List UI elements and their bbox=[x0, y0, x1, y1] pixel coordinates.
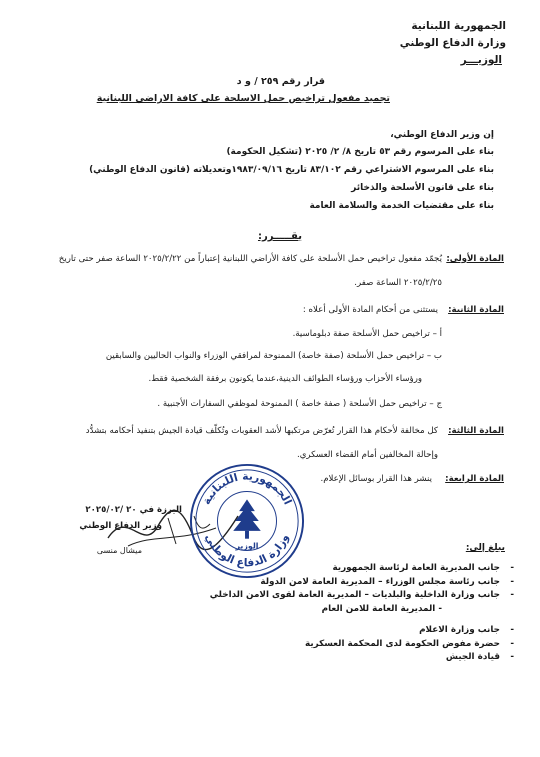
article-4-text: ينشر هذا القرار بوسائل الإعلام. bbox=[320, 474, 432, 484]
header-office: الوزيـــر bbox=[460, 54, 502, 66]
preamble-item: بناء على المرسوم الاشتراعي رقم ٨٣/١٠٢ تاريخ ١٩٨٣/٠٩/١٦وتعديلاته (قانون الدفاع الوطني) bbox=[89, 165, 494, 175]
article-1-label: المادة الأولى: bbox=[446, 254, 504, 264]
list-item: - جانب وزارة الاعلام bbox=[419, 625, 514, 635]
header-ministry: وزارة الدفاع الوطني bbox=[399, 37, 506, 49]
signature-name: ميشال منسى bbox=[96, 546, 142, 555]
article-3-label: المادة الثالثة: bbox=[448, 426, 504, 436]
list-item: - جانب المديرية العامة لرئاسة الجمهورية bbox=[332, 563, 514, 573]
decision-number: قرار رقم ٢٥٩ / و د bbox=[236, 76, 325, 87]
distribution-list bbox=[209, 562, 514, 665]
article-2-item-b-cont: ورؤساء الأحزاب ورؤساء الطوائف الدينية،عندما يكونون برفقة الشخصية فقط. bbox=[148, 374, 422, 384]
article-2-text: يستثنى من أحكام المادة الأولى أعلاه : bbox=[302, 305, 438, 315]
preamble-item: بناء على مقتضيات الخدمة والسلامة العامة bbox=[309, 201, 494, 211]
decides-heading: يقـــــرر: bbox=[257, 231, 302, 242]
stamp-top-text: الجمهورية اللبنانية bbox=[199, 469, 295, 507]
decision-title: تجميد مفعول تراخيص حمل الاسلحة على كافة الاراضي اللبنانية bbox=[96, 93, 390, 104]
signature-place-date: اليرزة في ٢٠ /٢٠٢٥/٠٢ bbox=[85, 505, 182, 515]
list-item: - المديرية العامة للامن العام bbox=[321, 603, 442, 614]
preamble-item: بناء على المرسوم رقم ٥٣ تاريخ ٨/ ٢/ ٢٠٢٥ (تشكيل الحكومة) bbox=[226, 147, 494, 157]
header-country: الجمهورية اللبنانية bbox=[411, 20, 506, 32]
article-4-label: المادة الرابعة: bbox=[445, 474, 504, 484]
distribution-title: يبلغ إلى: bbox=[465, 543, 505, 553]
stamp-center-text: الوزير bbox=[235, 541, 259, 551]
list-item: - جانب وزارة الداخلية والبلديات – المديرية العامة لقوى الامن الداخلي bbox=[209, 590, 514, 600]
stamp-bottom-text: وزارة الدفاع الوطني bbox=[202, 531, 292, 570]
signature-title: وزير الدفاع الوطني bbox=[79, 521, 162, 531]
article-2-item-a: أ – تراخيص حمل الأسلحة صفة دبلوماسية. bbox=[292, 329, 442, 339]
preamble-item: بناء على قانون الأسلحة والذخائر bbox=[351, 183, 494, 193]
article-3-text: كل مخالفة لأحكام هذا القرار تُعرّض مرتكبها لأشد العقوبات وتُكلّف قيادة الجيش بتنفيذ أحكامه بتشدُّد bbox=[85, 426, 438, 436]
article-1-text: ٢٠٢٥/٢/٢٥ الساعة صفر. bbox=[354, 278, 442, 288]
article-2-label: المادة الثانية: bbox=[448, 305, 504, 315]
cedar-icon bbox=[233, 499, 261, 538]
list-item: - قيادة الجيش bbox=[445, 652, 514, 662]
list-item: - حضرة مفوض الحكومة لدى المحكمة العسكرية bbox=[305, 638, 514, 649]
preamble-intro: إن وزير الدفاع الوطني، bbox=[390, 130, 494, 140]
article-2-item-c: ج – تراخيص حمل الأسلحة ( صفة خاصة ) الممنوحة لموظفي السفارات الأجنبية . bbox=[157, 399, 442, 409]
list-item: - جانب رئاسة مجلس الوزراء – المديرية العامة لامن الدولة bbox=[260, 576, 514, 587]
article-3-text: وإحالة المخالفين أمام القضاء العسكري. bbox=[296, 450, 438, 460]
article-2-item-b: ب – تراخيص حمل الأسلحة (صفة خاصة) الممنوحة لمرافقي الوزراء والنواب الحاليين والسابقين bbox=[105, 351, 442, 361]
article-1-text: يُجمّد مفعول تراخيص حمل الأسلحة على كافة الأراضي اللبنانية إعتباراً من ٢٠٢٥/٢/٢٢ الساعة صفر حتى تاريخ bbox=[58, 254, 442, 264]
